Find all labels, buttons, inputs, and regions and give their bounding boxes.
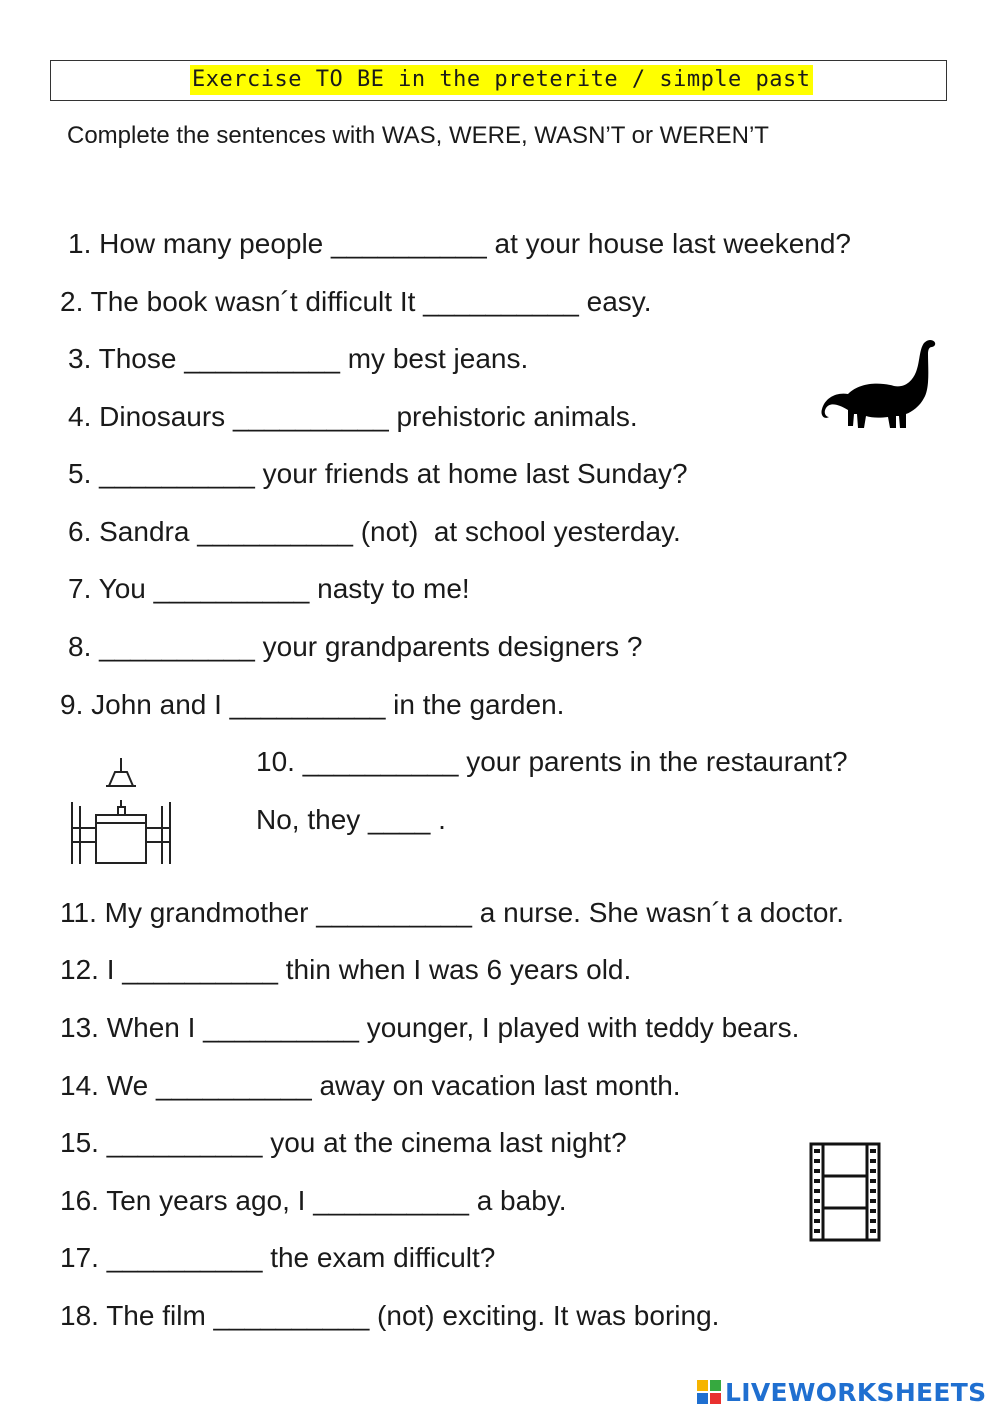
sentence-1: 1. How many people __________ at your house last weekend?	[68, 228, 851, 259]
restaurant-table-icon	[66, 756, 176, 868]
sentence-5: 5. __________ your friends at home last Sunday?	[68, 458, 688, 489]
sentence-3: 3. Those __________ my best jeans.	[68, 343, 529, 374]
sentence-6: 6. Sandra __________ (not) at school yesterday.	[68, 516, 681, 547]
sentence-10: 10. __________ your parents in the restaurant?	[256, 746, 848, 777]
sentence-13: 13. When I __________ younger, I played with teddy bears.	[60, 1012, 800, 1043]
sentence-4: 4. Dinosaurs __________ prehistoric animals.	[68, 401, 638, 432]
liveworksheets-logo	[696, 1374, 986, 1410]
exercise-title: Exercise TO BE in the preterite / simple past	[190, 65, 813, 95]
sentence-9: 9. John and I __________ in the garden.	[60, 689, 565, 720]
sentence-2: 2. The book wasn´t difficult It __________ easy.	[60, 286, 652, 317]
sentence-16: 16. Ten years ago, I __________ a baby.	[60, 1185, 567, 1216]
sentence-11: 11. My grandmother __________ a nurse. She wasn´t a doctor.	[60, 897, 844, 928]
sentence-10-answer: No, they ____ .	[256, 804, 446, 835]
sentence-7: 7. You __________ nasty to me!	[68, 573, 470, 604]
dinosaur-icon	[820, 338, 938, 430]
logo-text: LIVEWORKSHEETS	[725, 1377, 987, 1407]
instructions: Complete the sentences with WAS, WERE, WASN’T or WEREN’T	[67, 122, 769, 149]
film-strip-icon	[808, 1141, 882, 1243]
sentence-8: 8. __________ your grandparents designers ?	[68, 631, 643, 662]
sentence-18: 18. The film __________ (not) exciting. It was boring.	[60, 1300, 720, 1331]
logo-blocks-icon	[696, 1379, 722, 1405]
sentence-17: 17. __________ the exam difficult?	[60, 1242, 496, 1273]
sentence-15: 15. __________ you at the cinema last night?	[60, 1127, 627, 1158]
sentence-12: 12. I __________ thin when I was 6 years old.	[60, 954, 632, 985]
sentence-14: 14. We __________ away on vacation last month.	[60, 1070, 681, 1101]
